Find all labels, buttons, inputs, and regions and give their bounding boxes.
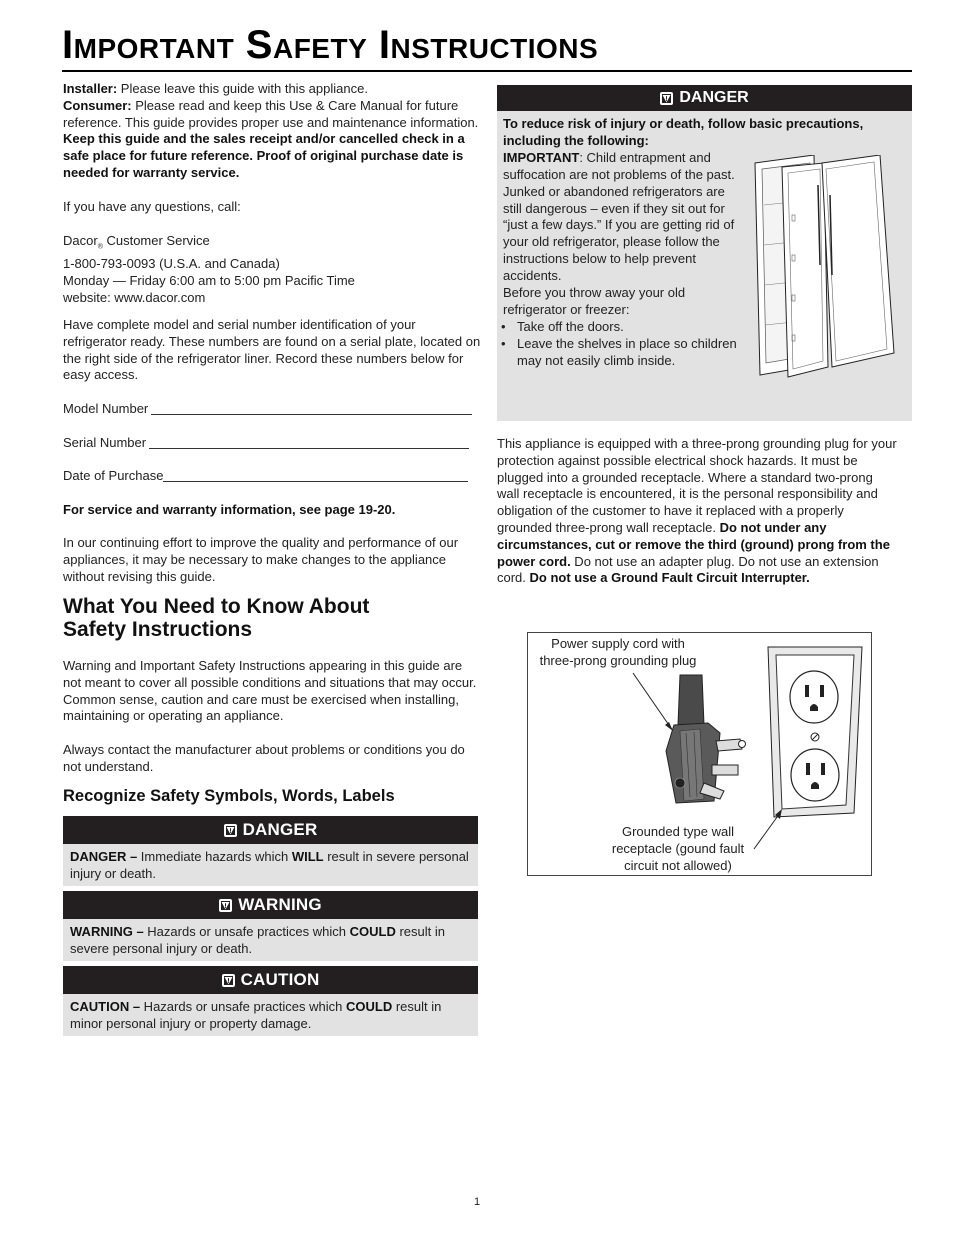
service-info: For service and warranty information, see page 19-20. (63, 502, 396, 517)
list-item: • Take off the doors. (501, 318, 624, 334)
cord-label-line: Power supply cord with (551, 636, 685, 651)
title-rule (62, 70, 912, 72)
continuing-effort-text: In our continuing effort to improve the quality and performance of our appliances, it may be necessary to make changes to the appliance without revising this guide. (63, 535, 459, 584)
keep-guide-notice: Keep this guide and the sales receipt and/or cancelled check in a safe place for future reference. Proof of original purchase date is needed for warranty service. (63, 131, 465, 180)
purchase-date-label: Date of Purchase (63, 468, 164, 483)
serial-number-field[interactable] (63, 435, 469, 452)
serial-number-line[interactable] (149, 448, 469, 449)
grounding-text-2: Do not use an adapter plug. Do not use an extension cord. (497, 553, 879, 586)
alert-triangle-icon (219, 899, 232, 912)
model-number-line[interactable] (151, 414, 472, 415)
grounding-bold-1: Do not under any circumstances, cut or remove the third (ground) prong from the power cord. (497, 519, 890, 569)
danger-lead: DANGER – (70, 849, 138, 864)
warning-header (63, 891, 478, 919)
refrigerator-danger-box (497, 85, 912, 421)
installer-label: Installer: (63, 81, 118, 96)
page-title: Important Safety Instructions (62, 23, 599, 67)
danger-key: WILL (291, 849, 324, 864)
caution-definition (63, 994, 478, 1036)
contact-brand: Dacor (63, 233, 98, 248)
consumer-text: Please read and keep this Use & Care Manual for future reference. This guide provides proper use and maintenance information. (63, 97, 479, 130)
purchase-date-line[interactable] (163, 481, 468, 482)
contact-block (63, 233, 481, 307)
purchase-date-field[interactable] (63, 468, 468, 485)
intro-paragraph (63, 81, 481, 182)
plug-and-outlet-illustration (528, 633, 871, 875)
refrigerator-illustration (752, 155, 902, 380)
model-number-field[interactable] (63, 401, 472, 418)
serial-note: Have complete model and serial number identification of your refrigerator ready. These numbers are found on a serial plate, located on the right side of the refrigerator liner. Record these numbers below for easy access. (63, 317, 481, 383)
alert-triangle-icon (222, 974, 235, 987)
caution-signal-box (63, 966, 478, 1036)
warning-signal-box (63, 891, 478, 961)
danger-definition (63, 844, 478, 886)
contact-phone: 1-800-793-0093 (U.S.A. and Canada) (63, 256, 280, 272)
alert-triangle-icon (660, 92, 673, 105)
caution-word: CAUTION (240, 970, 320, 989)
caution-lead: CAUTION – (70, 999, 141, 1014)
section-heading: What You Need to Know About Safety Instructions (63, 595, 370, 641)
grounding-text-1: This appliance is equipped with a three-prong grounding plug for your protection against possible electrical shock hazards. It must be plugged into a grounded receptacle. Where a standard two-prong wall receptacle is encountered, it is the personal responsibility and obligation of the customer to have it replaced with a properly grounded three-prong wall receptacle. (497, 436, 897, 535)
important-text: : Child entrapment and suffocation are not problems of the past. Junked or abandoned refrigerators are still dangerous – even if they sit out for “just a few days.” If you are getting rid of your old refrigerator, please follow the instructions below to help prevent accidents. (503, 149, 735, 284)
caution-header (63, 966, 478, 994)
refrigerator-danger-header (497, 85, 912, 111)
important-label: IMPORTANT (503, 149, 580, 165)
warning-post: result in severe personal injury or death. (70, 924, 445, 956)
danger-signal-box (63, 816, 478, 886)
caution-post: result in minor personal injury or property damage. (70, 999, 442, 1031)
list-item: • Leave the shelves in place so children may not easily climb inside. (501, 335, 737, 368)
warning-pre: Hazards or unsafe practices which (143, 924, 350, 939)
warning-definition (63, 919, 478, 961)
warning-lead: WARNING – (70, 924, 144, 939)
safety-symbols-subheading: Recognize Safety Symbols, Words, Labels (63, 787, 395, 805)
bullet-text: Take off the doors. (517, 318, 624, 334)
danger-pre: Immediate hazards which (137, 849, 292, 864)
consumer-label: Consumer: (63, 97, 132, 113)
receptacle-label-line: receptacle (gound fault (611, 841, 745, 856)
warning-key: COULD (349, 924, 396, 939)
precautions-lead: To reduce risk of injury or death, follow basic precautions, including the following: (503, 116, 864, 148)
grounding-paragraph (497, 436, 897, 587)
contact-hours: Monday — Friday 6:00 am to 5:00 pm Pacific Time (63, 273, 355, 289)
danger-post: result in severe personal injury or death. (70, 849, 469, 881)
questions-text: If you have any questions, call: (63, 199, 241, 214)
cord-label-line: three-prong grounding plug (539, 653, 697, 668)
grounding-bold-2: Do not use a Ground Fault Circuit Interrupter. (529, 570, 810, 586)
warning-word: WARNING (238, 895, 322, 914)
model-number-label: Model Number (63, 401, 149, 416)
danger-word: DANGER (242, 820, 318, 839)
installer-text: Please leave this guide with this appliance. (117, 81, 368, 96)
receptacle-label-line: circuit not allowed) (624, 858, 732, 873)
danger-header (63, 816, 478, 844)
serial-number-label: Serial Number (63, 435, 147, 450)
alert-triangle-icon (224, 824, 237, 837)
before-throw-away: Before you throw away your old refrigerator or freezer: (503, 285, 686, 317)
page-number: 1 (473, 1196, 481, 1208)
refrigerator-danger-word: DANGER (679, 89, 749, 106)
caution-key: COULD (346, 999, 393, 1014)
receptacle-label-line: Grounded type wall (621, 824, 734, 839)
contact-website: website: www.dacor.com (63, 289, 206, 305)
section-para-1: Warning and Important Safety Instructions appearing in this guide are not meant to cover all possible conditions and situations that may occur. Common sense, caution and care must be exercised when installing, maintaining or operating an appliance. (63, 658, 477, 724)
registered-mark: ® (97, 243, 103, 251)
bullet-text: Leave the shelves in place so children may not easily climb inside. (517, 335, 737, 368)
caution-pre: Hazards or unsafe practices which (140, 999, 346, 1014)
contact-service: Customer Service (102, 233, 210, 248)
grounding-diagram (527, 632, 872, 876)
section-para-2: Always contact the manufacturer about problems or conditions you do not understand. (63, 742, 465, 774)
